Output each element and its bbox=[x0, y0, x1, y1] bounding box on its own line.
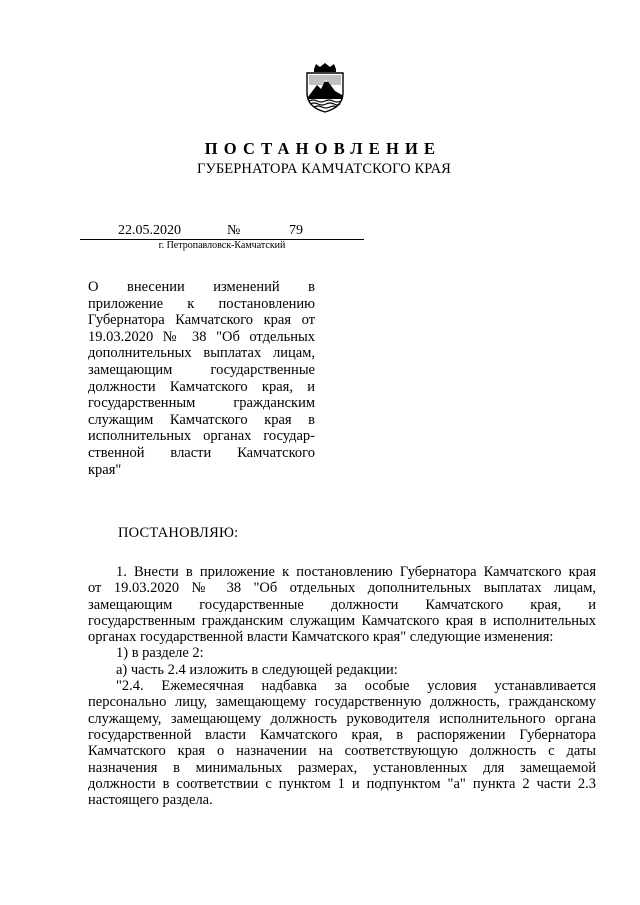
subject-line: ственной власти Камчатского bbox=[88, 444, 315, 461]
subject-line: должности Камчатского края, и bbox=[88, 378, 315, 395]
document-date: 22.05.2020 bbox=[118, 223, 181, 238]
subject-line: служащим Камчатского края в bbox=[88, 411, 315, 428]
document-city: г. Петропавловск-Камчатский bbox=[158, 240, 286, 251]
document-title: ПОСТАНОВЛЕНИЕ bbox=[204, 139, 442, 158]
document-body bbox=[88, 564, 596, 808]
subject-line: государственным гражданским bbox=[88, 395, 315, 412]
subject-line: исполнительных органах государ- bbox=[88, 428, 315, 445]
subject-line: дополнительных выплатах лицам, bbox=[88, 345, 315, 362]
document-number: 79 bbox=[289, 223, 303, 238]
document-subtitle: ГУБЕРНАТОРА КАМЧАТСКОГО КРАЯ bbox=[197, 161, 451, 177]
body-line: 1) в разделе 2: bbox=[116, 645, 204, 662]
body-line: персонально лицу, замещающему государственную должность, гражданскому bbox=[88, 694, 596, 711]
subject-line: приложение к постановлению bbox=[88, 295, 315, 312]
subject-line: Губернатора Камчатского края от bbox=[88, 312, 315, 329]
body-line: должности в соответствии с пунктом 1 и подпунктом "а" пункта 2 части 2.3 bbox=[88, 775, 596, 792]
body-line: "2.4. Ежемесячная надбавка за особые условия устанавливается bbox=[116, 678, 596, 695]
body-line: органах государственной власти Камчатского края" следующие изменения: bbox=[88, 629, 554, 646]
decree-heading: ПОСТАНОВЛЯЮ: bbox=[118, 525, 239, 541]
subject-line: замещающим государственные bbox=[88, 361, 315, 378]
body-line: настоящего раздела. bbox=[88, 792, 213, 809]
subject-line: края" bbox=[88, 461, 122, 478]
body-line: от 19.03.2020 № 38 "Об отдельных дополнительных выплатах лицам, bbox=[88, 580, 596, 597]
kamchatka-coat-of-arms-icon bbox=[304, 63, 346, 113]
document-subject bbox=[88, 279, 315, 478]
body-line: назначения в минимальных размерах, установленных для замещаемой bbox=[88, 759, 596, 776]
body-line: 1. Внести в приложение к постановлению Губернатора Камчатского края bbox=[116, 564, 596, 580]
subject-line: 19.03.2020 № 38 "Об отдельных bbox=[88, 328, 315, 345]
number-sign: № bbox=[227, 223, 241, 238]
date-number-line bbox=[80, 223, 364, 240]
body-line: государственным гражданским служащим Камчатского края в исполнительных bbox=[88, 612, 596, 629]
body-line: служащему, замещающему должность руководителя исполнительного органа bbox=[88, 710, 596, 727]
subject-line: О внесении изменений в bbox=[88, 279, 315, 295]
body-line: а) часть 2.4 изложить в следующей редакции: bbox=[116, 661, 398, 678]
body-line: Камчатского края о назначении на соответствующую должность с даты bbox=[88, 743, 596, 760]
body-line: замещающим государственные должности Камчатского края, и bbox=[88, 596, 596, 613]
body-line: государственной власти Камчатского края, в распоряжении Губернатора bbox=[88, 726, 596, 743]
